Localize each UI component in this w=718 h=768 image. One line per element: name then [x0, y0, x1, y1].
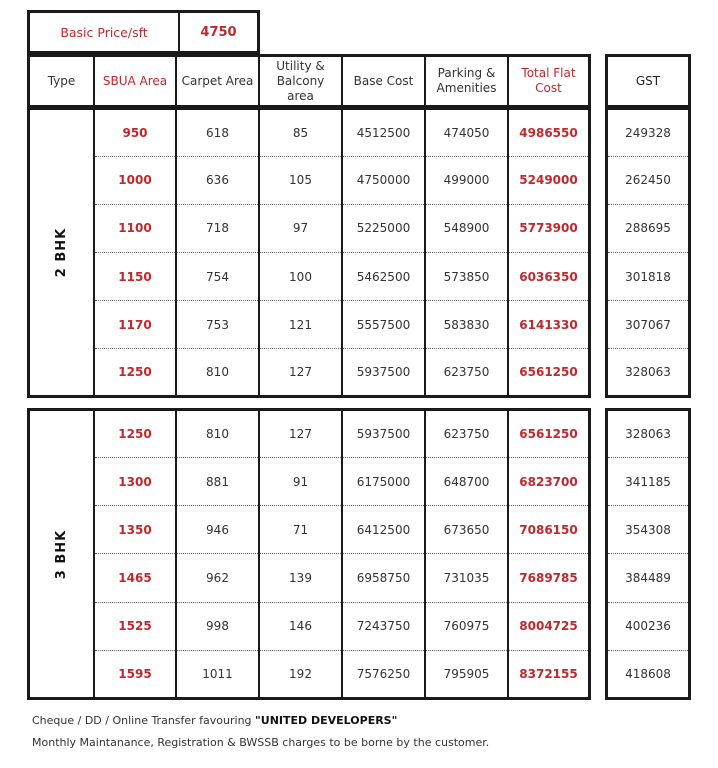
- base-cost-cell: 6958750: [342, 554, 425, 602]
- gst-cell: 418608: [625, 666, 671, 681]
- gst-row: [608, 301, 688, 349]
- header-parking: Parking & Amenities: [425, 57, 508, 105]
- carpet-area-cell: 718: [176, 204, 259, 252]
- utility-area-cell: 127: [259, 349, 342, 395]
- base-cost-cell: 5937500: [342, 349, 425, 395]
- carpet-area-cell: 1011: [176, 650, 259, 697]
- gst-row: [608, 110, 688, 156]
- carpet-area-cell: 881: [176, 458, 259, 506]
- table-row: [30, 156, 588, 204]
- base-cost-cell: 5462500: [342, 252, 425, 300]
- utility-area-cell: 139: [259, 554, 342, 602]
- parking-cell: 760975: [425, 602, 508, 650]
- sbua-area-cell: 1170: [94, 301, 176, 349]
- gst-row: [608, 554, 688, 602]
- gst-row: [608, 506, 688, 554]
- parking-cell: 474050: [425, 110, 508, 156]
- base-cost-cell: 6175000: [342, 458, 425, 506]
- sbua-area-cell: 1525: [94, 602, 176, 650]
- base-cost-cell: 7243750: [342, 602, 425, 650]
- table-row: [30, 411, 588, 458]
- basic-price-label: Basic Price/sft: [30, 13, 180, 51]
- base-cost-cell: 5937500: [342, 411, 425, 458]
- parking-cell: 648700: [425, 458, 508, 506]
- carpet-area-cell: 754: [176, 252, 259, 300]
- basic-price-box: [27, 10, 260, 54]
- sbua-area-cell: 1250: [94, 349, 176, 395]
- parking-cell: 573850: [425, 252, 508, 300]
- gst-row: [608, 602, 688, 650]
- parking-cell: 583830: [425, 301, 508, 349]
- carpet-area-cell: 998: [176, 602, 259, 650]
- section-2bhk: [27, 107, 591, 398]
- table-row: [30, 554, 588, 602]
- parking-cell: 499000: [425, 156, 508, 204]
- table-row: [30, 458, 588, 506]
- total-cost-cell: 6036350: [508, 252, 588, 300]
- sbua-area-cell: 1150: [94, 252, 176, 300]
- table-header: [27, 54, 591, 108]
- gst-cell: 354308: [608, 506, 688, 554]
- total-cost-cell: 6141330: [508, 301, 588, 349]
- utility-area-cell: 85: [259, 110, 342, 156]
- total-cost-cell: 4986550: [508, 110, 588, 156]
- payee-name: "UNITED DEVELOPERS": [255, 714, 398, 727]
- sbua-area-cell: 1465: [94, 554, 176, 602]
- parking-cell: 673650: [425, 506, 508, 554]
- gst-cell: 262450: [608, 156, 688, 204]
- sbua-area-cell: 1300: [94, 458, 176, 506]
- total-cost-cell: 8004725: [508, 602, 588, 650]
- gst-cell: 301818: [608, 252, 688, 300]
- utility-area-cell: 97: [259, 204, 342, 252]
- utility-area-cell: 121: [259, 301, 342, 349]
- utility-area-cell: 192: [259, 650, 342, 697]
- gst-cell: 400236: [608, 602, 688, 650]
- carpet-area-cell: 753: [176, 301, 259, 349]
- table-row: [30, 204, 588, 252]
- unit-type-label: 3 BHK: [30, 411, 94, 697]
- gst-row: [608, 650, 688, 697]
- parking-cell: 731035: [425, 554, 508, 602]
- gst-row: [608, 156, 688, 204]
- utility-area-cell: 146: [259, 602, 342, 650]
- gst-cell: 328063: [608, 411, 688, 458]
- header-gst: GST: [605, 54, 691, 108]
- gst-cell: 328063: [625, 365, 671, 380]
- total-cost-cell: 8372155: [519, 666, 578, 681]
- header-sbua: SBUA Area: [94, 57, 176, 105]
- header-base-cost: Base Cost: [342, 57, 425, 105]
- table-row: [30, 110, 588, 156]
- gst-column-3bhk: [605, 408, 691, 700]
- utility-area-cell: 127: [259, 411, 342, 458]
- basic-price-value: 4750: [200, 24, 237, 40]
- charges-note: Monthly Maintanance, Registration & BWSSB charges to be borne by the customer.: [32, 736, 490, 749]
- sbua-area-cell: 1000: [94, 156, 176, 204]
- section-3bhk: [27, 408, 591, 700]
- parking-cell: 623750: [425, 411, 508, 458]
- gst-cell: 288695: [608, 204, 688, 252]
- sbua-area-cell: 1350: [94, 506, 176, 554]
- gst-row: [608, 411, 688, 458]
- sbua-area-cell: 1100: [94, 204, 176, 252]
- gst-cell: 384489: [608, 554, 688, 602]
- base-cost-cell: 6412500: [342, 506, 425, 554]
- gst-cell: 341185: [608, 458, 688, 506]
- parking-cell: 795905: [425, 650, 508, 697]
- carpet-area-cell: 810: [176, 349, 259, 395]
- gst-row: [608, 458, 688, 506]
- base-cost-cell: 4750000: [342, 156, 425, 204]
- unit-type-label: 2 BHK: [30, 110, 94, 395]
- table-row: [30, 301, 588, 349]
- utility-area-cell: 91: [259, 458, 342, 506]
- sbua-area-cell: 950: [94, 110, 176, 156]
- header-carpet: Carpet Area: [176, 57, 259, 105]
- utility-area-cell: 71: [259, 506, 342, 554]
- total-cost-cell: 7689785: [508, 554, 588, 602]
- gst-cell: 307067: [608, 301, 688, 349]
- base-cost-cell: 7576250: [342, 650, 425, 697]
- parking-cell: 548900: [425, 204, 508, 252]
- table-row: [30, 349, 588, 395]
- gst-column-2bhk: [605, 107, 691, 398]
- carpet-area-cell: 618: [176, 110, 259, 156]
- total-cost-cell: 5249000: [508, 156, 588, 204]
- gst-row: [608, 252, 688, 300]
- total-cost-cell: 7086150: [508, 506, 588, 554]
- gst-cell: 249328: [608, 110, 688, 156]
- total-cost-cell: 5773900: [508, 204, 588, 252]
- table-row: [30, 506, 588, 554]
- total-cost-cell: 6561250: [519, 365, 578, 380]
- table-row: [30, 602, 588, 650]
- carpet-area-cell: 962: [176, 554, 259, 602]
- sbua-area-cell: 1250: [94, 411, 176, 458]
- table-row: [30, 650, 588, 697]
- carpet-area-cell: 810: [176, 411, 259, 458]
- payment-note: Cheque / DD / Online Transfer favouring "UNITED DEVELOPERS": [32, 714, 398, 727]
- header-utility: Utility & Balcony area: [259, 57, 342, 105]
- total-cost-cell: 6561250: [508, 411, 588, 458]
- header-total: Total Flat Cost: [521, 66, 576, 95]
- utility-area-cell: 100: [259, 252, 342, 300]
- base-cost-cell: 5557500: [342, 301, 425, 349]
- header-type: Type: [30, 57, 94, 105]
- utility-area-cell: 105: [259, 156, 342, 204]
- base-cost-cell: 5225000: [342, 204, 425, 252]
- gst-row: [608, 349, 688, 395]
- parking-cell: 623750: [425, 349, 508, 395]
- table-row: [30, 252, 588, 300]
- sbua-area-cell: 1595: [94, 650, 176, 697]
- carpet-area-cell: 946: [176, 506, 259, 554]
- gst-row: [608, 204, 688, 252]
- base-cost-cell: 4512500: [342, 110, 425, 156]
- total-cost-cell: 6823700: [508, 458, 588, 506]
- carpet-area-cell: 636: [176, 156, 259, 204]
